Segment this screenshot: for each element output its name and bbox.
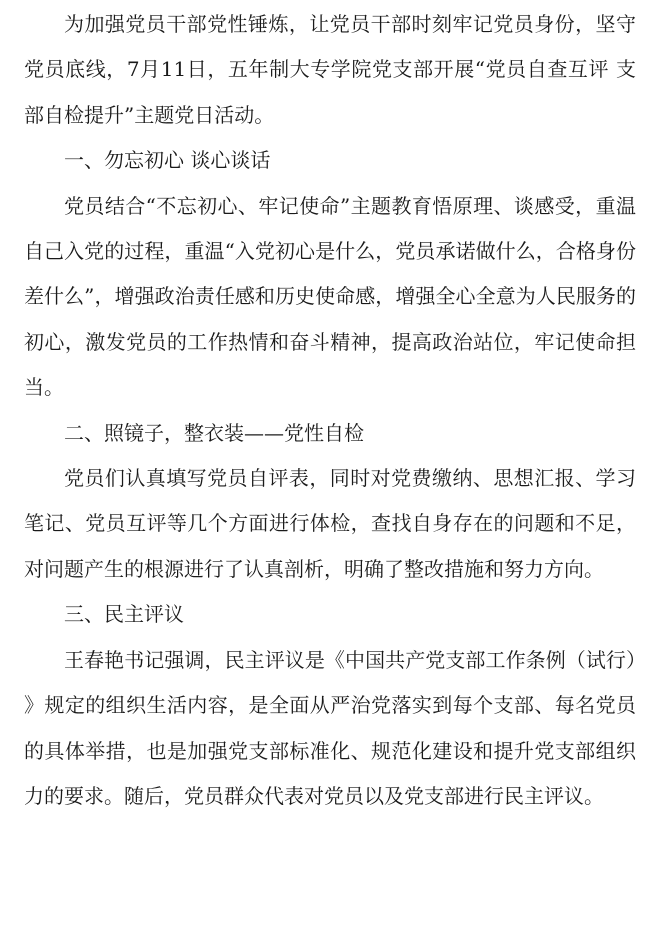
intro-paragraph: 为加强党员干部党性锤炼，让党员干部时刻牢记党员身份，坚守党员底线，7月11日，五年制大专学院党支部开展“党员自查互评 支部自检提升”主题党日活动。 [24, 12, 636, 127]
section-heading-1: 一、勿忘初心 谈心谈话 [64, 148, 271, 173]
document-page [24, 2, 636, 819]
section-heading-3: 三、民主评议 [64, 602, 184, 627]
section-2-paragraph: 党员们认真填写党员自评表，同时对党费缴纳、思想汇报、学习笔记、党员互评等几个方面进行体检，查找自身存在的问题和不足，对问题产生的根源进行了认真剖析，明确了整改措施和努力方向。 [24, 466, 636, 581]
section-3-paragraph: 王春艳书记强调，民主评议是《中国共产党支部工作条例（试行）》规定的组织生活内容，是全面从严治党落实到每个支部、每名党员的具体举措，也是加强党支部标准化、规范化建设和提升党支部组织力的要求。随后，党员群众代表对党员以及党支部进行民主评议。 [24, 647, 636, 808]
section-heading-2: 二、照镜子，整衣装——党性自检 [64, 420, 364, 445]
section-1-paragraph: 党员结合“不忘初心、牢记使命”主题教育悟原理、谈感受，重温自己入党的过程，重温“入党初心是什么，党员承诺做什么，合格身份差什么”，增强政治责任感和历史使命感，增强全心全意为人民服务的初心，激发党员的工作热情和奋斗精神，提高政治站位，牢记使命担当。 [24, 193, 636, 400]
